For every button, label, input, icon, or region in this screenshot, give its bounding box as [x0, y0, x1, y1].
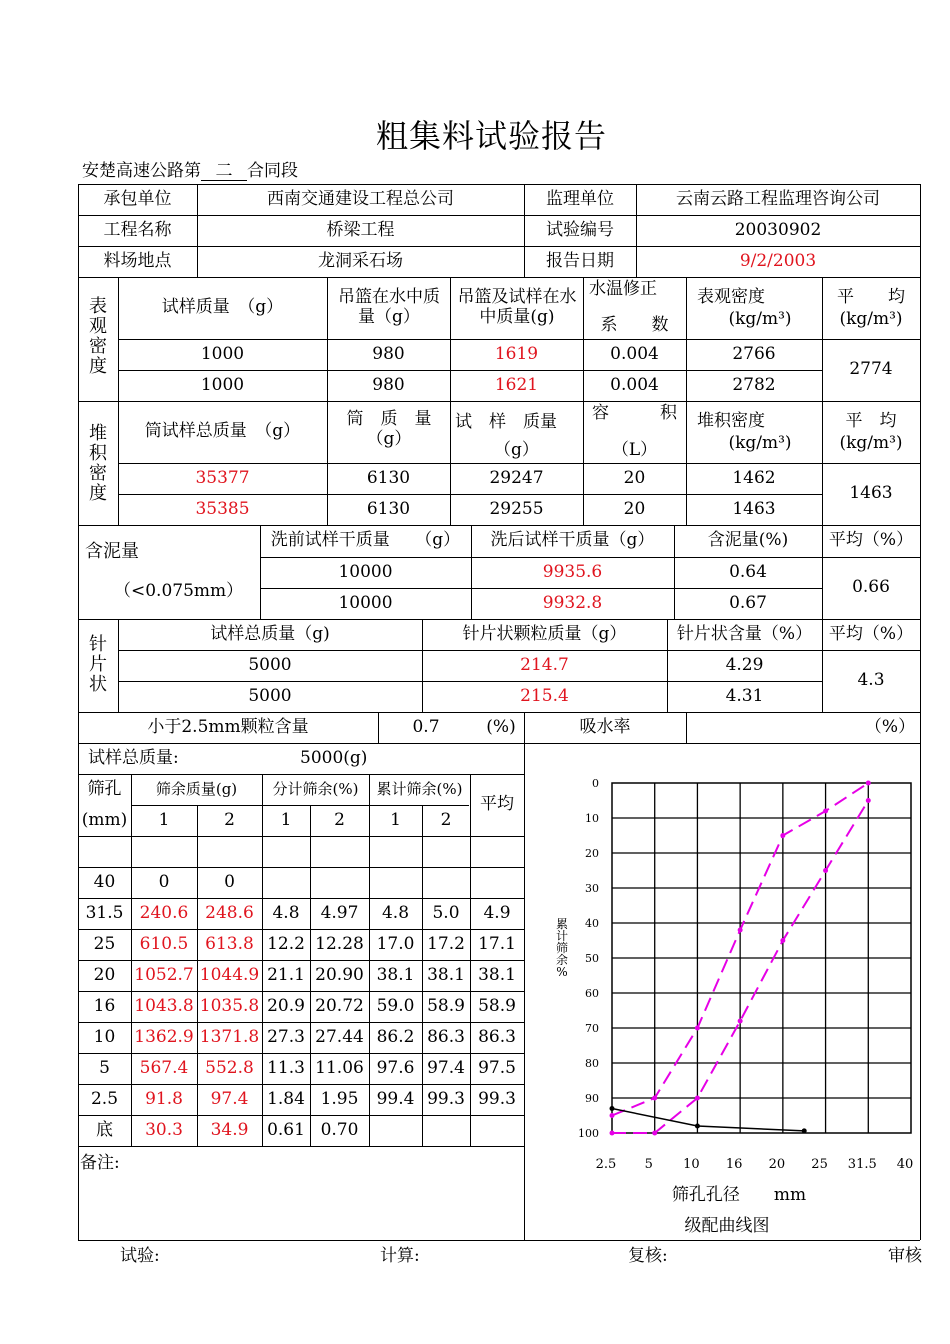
flaky-side-label: 针片状: [89, 634, 107, 696]
project-section: 二: [201, 163, 247, 181]
sieve-cell-c2: 86.3: [427, 1026, 465, 1047]
sieve-cell-r1: 1052.7: [134, 964, 194, 985]
quarry-label: 料场地点: [103, 250, 172, 271]
bulk-h-vol-b: （L）: [611, 440, 658, 461]
sieve-cell-c1: 17.0: [376, 933, 415, 954]
bulk-h-avg-b: (kg/m³): [839, 433, 903, 454]
chart-x-tick: 25: [811, 1157, 828, 1172]
sieve-cell-size: 31.5: [85, 902, 124, 923]
chart-x-tick: 10: [683, 1157, 700, 1172]
sieve-cell-c1: 86.2: [376, 1026, 415, 1047]
chart-x-tick: 31.5: [847, 1157, 877, 1172]
chart-point: [866, 798, 871, 803]
project-suffix: 合同段: [247, 161, 298, 181]
absorption-unit: （%）: [864, 716, 916, 737]
apparent-h-density-b: (kg/m³): [728, 309, 792, 330]
mud-h-before: 洗前试样干质量 （g）: [270, 530, 461, 551]
sieve-cell-p1: 0.61: [267, 1119, 305, 1140]
sieve-h-avg: 平均: [480, 794, 514, 815]
sieve-cell-avg: 99.3: [478, 1088, 516, 1109]
sieve-h-residue: 筛余质量(g): [155, 779, 238, 798]
supervisor-value: 云南云路工程监理咨询公司: [676, 188, 880, 209]
project-prefix: 安楚高速公路第: [82, 161, 201, 181]
apparent-h-avg-a: 平 均: [837, 287, 905, 308]
apparent-r2-basket: 980: [372, 374, 405, 395]
sieve-cell-size: 25: [93, 933, 116, 954]
sieve-cell-r2: 552.8: [205, 1057, 254, 1078]
project-name-value: 桥梁工程: [326, 219, 395, 240]
page-title: 粗集料试验报告: [376, 117, 608, 155]
sieve-cell-r1: 91.8: [145, 1088, 183, 1109]
chart-y-label-char: 计: [555, 929, 569, 943]
chart-point: [695, 1124, 700, 1129]
bulk-h-avg-a: 平 均: [845, 411, 897, 432]
sieve-cell-size: 2.5: [90, 1088, 119, 1109]
sieve-cell-avg: [470, 1115, 524, 1146]
chart-point: [823, 868, 828, 873]
apparent-r2-coef: 0.004: [610, 374, 659, 395]
sieve-cell-c2: 38.1: [427, 964, 465, 985]
mud-sub-label: （<0.075mm）: [114, 581, 244, 601]
chart-y-tick: 10: [585, 812, 599, 825]
chart-point: [610, 1106, 615, 1111]
bulk-r2-total: 35385: [195, 498, 250, 519]
footer-test: 试验:: [120, 1246, 160, 1266]
sieve-cell-r1: 0: [158, 871, 170, 892]
chart-y-tick: 0: [592, 777, 599, 790]
bulk-h-density-a: 堆积密度: [697, 411, 765, 432]
sieve-cell-r2: 1371.8: [199, 1026, 260, 1047]
chart-x-tick: 20: [768, 1157, 786, 1172]
chart-title: 级配曲线图: [684, 1216, 770, 1236]
sieve-cell-r1: 567.4: [139, 1057, 189, 1078]
mud-h-avg: 平均（%）: [828, 530, 914, 551]
sieve-cell-avg: 17.1: [478, 933, 516, 954]
sieve-cell-avg: [470, 867, 524, 898]
sieve-cell-c2: 99.3: [427, 1088, 465, 1109]
bulk-h-sample-a: 试 样 质量: [455, 412, 557, 433]
chart-x-tick: 5: [644, 1157, 653, 1172]
sieve-cell-r1: 240.6: [139, 902, 189, 923]
bulk-h-tube: 筒 质 量（g）: [346, 409, 432, 449]
bulk-r1-density: 1462: [732, 467, 776, 488]
sieve-cell-size: 10: [93, 1026, 116, 1047]
small-particles-label: 小于2.5mm颗粒含量: [147, 716, 309, 737]
sieve-cell-c2: 5.0: [432, 902, 460, 923]
sieve-cell-p1: 1.84: [267, 1088, 305, 1109]
apparent-r2-mass: 1000: [200, 374, 245, 395]
small-particles-unit: (%): [486, 716, 516, 737]
chart-y-tick: 100: [578, 1127, 599, 1140]
chart-y-label-char: 筛: [555, 941, 569, 955]
apparent-r1-total: 1619: [494, 343, 539, 364]
sieve-cell-c1: 97.6: [376, 1057, 415, 1078]
apparent-h-coef-b: 系 数: [600, 315, 669, 336]
bulk-r1-tube: 6130: [366, 467, 411, 488]
flaky-h-avg: 平均（%）: [828, 623, 914, 644]
mud-avg: 0.66: [852, 577, 890, 598]
sieve-cell-size: 16: [93, 995, 116, 1016]
apparent-h-coef-a: 水温修正: [589, 279, 657, 300]
chart-point: [695, 1096, 700, 1101]
supervisor-label: 监理单位: [546, 188, 614, 209]
sieve-cell-avg: 86.3: [478, 1026, 516, 1047]
mud-r2-after: 9932.8: [542, 592, 603, 613]
sieve-cell-p2: 20.90: [315, 964, 364, 985]
chart-y-tick: 60: [585, 987, 599, 1000]
sieve-cell-r1: 610.5: [139, 933, 189, 954]
mud-label: 含泥量: [85, 541, 139, 562]
flaky-h-mass: 针片状颗粒质量（g）: [462, 623, 627, 644]
bulk-r2-vol: 20: [623, 498, 646, 519]
bulk-r2-sample: 29255: [489, 498, 544, 519]
footer-audit: 审核: [888, 1246, 922, 1266]
chart-point: [738, 928, 743, 933]
chart-y-tick: 40: [585, 917, 599, 930]
sieve-cell-p2: 20.72: [315, 995, 364, 1016]
flaky-r2-total: 5000: [248, 685, 292, 706]
sieve-h-p1: 1: [280, 809, 292, 830]
chart-point: [652, 1096, 657, 1101]
apparent-r1-coef: 0.004: [610, 343, 659, 364]
sieve-cell-c2: [422, 867, 470, 898]
sieve-cell-c1: [369, 1115, 422, 1146]
sieve-cell-c2: 97.4: [427, 1057, 465, 1078]
sieve-cell-r2: 0: [224, 871, 235, 892]
apparent-avg: 2774: [849, 359, 893, 380]
bulk-h-sample-b: （g）: [494, 440, 539, 461]
chart-y-tick: 80: [585, 1057, 599, 1070]
mud-h-after: 洗后试样干质量（g）: [490, 530, 655, 551]
sieve-cell-p2: [310, 867, 369, 898]
sieve-cell-c1: 59.0: [376, 995, 415, 1016]
chart-point: [610, 1113, 615, 1118]
gradation-chart: [524, 743, 924, 1243]
flaky-r1-pct: 4.29: [725, 654, 764, 675]
test-number-label: 试验编号: [546, 219, 614, 240]
footer-review: 复核:: [628, 1246, 668, 1266]
sieve-cell-c2: 17.2: [427, 933, 465, 954]
sieve-cell-size: 5: [99, 1057, 110, 1078]
chart-y-label-char: 余: [555, 953, 569, 967]
sieve-cell-avg: 97.5: [478, 1057, 516, 1078]
report-date-value: 9/2/2003: [739, 250, 817, 271]
project-line: [82, 163, 298, 181]
flaky-h-total: 试样总质量（g): [210, 623, 330, 644]
apparent-r1-basket: 980: [372, 343, 405, 364]
flaky-h-pct: 针片状含量（%）: [676, 623, 813, 644]
mud-r1-pct: 0.64: [729, 561, 767, 582]
flaky-r1-total: 5000: [248, 654, 292, 675]
sieve-cell-c1: 99.4: [376, 1088, 415, 1109]
sieve-cell-avg: 4.9: [483, 902, 511, 923]
sieve-cell-p2: 4.97: [320, 902, 359, 923]
chart-point: [823, 809, 828, 814]
sieve-total-value: 5000(g): [300, 748, 368, 768]
test-number-value: 20030902: [734, 219, 822, 240]
chart-point: [780, 938, 785, 943]
chart-y-label-char: %: [556, 965, 568, 979]
sieve-h-r2: 2: [224, 809, 235, 830]
chart-point: [652, 1131, 657, 1136]
apparent-density-side-label: 表观密度: [89, 296, 107, 378]
sieve-h-c2: 2: [440, 809, 452, 830]
chart-point: [610, 1131, 615, 1136]
mud-h-pct: 含泥量(%): [707, 530, 789, 551]
sieve-cell-c1: 4.8: [381, 902, 410, 923]
sieve-cell-p2: 0.70: [320, 1119, 359, 1140]
sieve-cell-c1: [369, 867, 422, 898]
small-particles-value: 0.7: [412, 716, 440, 737]
sieve-cell-p1: 4.8: [272, 902, 300, 923]
bulk-density-side-label: 堆积密度: [89, 423, 107, 505]
sieve-cell-p1: 11.3: [267, 1057, 305, 1078]
bulk-avg: 1463: [849, 483, 893, 504]
sieve-h-c1: 1: [390, 809, 401, 830]
sieve-cell-p1: 21.1: [267, 964, 305, 985]
sieve-cell-p1: 27.3: [267, 1026, 305, 1047]
apparent-h-mass: 试样质量 （g）: [161, 297, 284, 318]
mud-r1-after: 9935.6: [542, 561, 603, 582]
quarry-value: 龙洞采石场: [318, 250, 403, 271]
chart-point: [695, 1026, 700, 1031]
chart-y-label-char: 累: [555, 917, 569, 931]
apparent-r1-density: 2766: [732, 343, 776, 364]
sieve-cell-p2: 27.44: [315, 1026, 364, 1047]
bulk-r2-density: 1463: [732, 498, 776, 519]
chart-y-tick: 30: [585, 882, 599, 895]
sieve-cell-p1: 12.2: [267, 933, 305, 954]
sieve-cell-p2: 11.06: [315, 1057, 364, 1078]
bulk-r1-sample: 29247: [489, 467, 544, 488]
sieve-h-hole: 筛孔: [87, 778, 122, 799]
apparent-h-avg-b: (kg/m³): [839, 309, 903, 330]
flaky-r2-mass: 215.4: [520, 685, 569, 706]
sieve-cell-c2: 58.9: [427, 995, 465, 1016]
apparent-r2-density: 2782: [732, 374, 776, 395]
sieve-cell-r2: 34.9: [210, 1119, 249, 1140]
absorption-label: 吸水率: [579, 716, 631, 737]
bulk-r1-vol: 20: [623, 467, 646, 488]
project-name-label: 工程名称: [103, 219, 172, 240]
chart-y-tick: 50: [585, 952, 599, 965]
contractor-label: 承包单位: [103, 188, 172, 209]
mud-r1-before: 10000: [338, 561, 393, 582]
chart-point: [738, 1019, 743, 1024]
sieve-cell-p2: 12.28: [315, 933, 364, 954]
sieve-cell-r2: 1035.8: [199, 995, 260, 1016]
sieve-total-label: 试样总质量:: [88, 748, 179, 768]
sieve-cell-c1: 38.1: [376, 964, 415, 985]
sieve-cell-r2: 613.8: [205, 933, 254, 954]
sieve-cell-avg: 58.9: [478, 995, 516, 1016]
bulk-r2-tube: 6130: [366, 498, 411, 519]
chart-series-line: [612, 1109, 804, 1131]
apparent-r2-total: 1621: [494, 374, 539, 395]
chart-y-tick: 70: [585, 1022, 599, 1035]
apparent-h-basket: 吊篮在水中质量（g）: [338, 287, 440, 327]
footer-calc: 计算:: [380, 1246, 420, 1266]
chart-y-tick: 90: [585, 1092, 599, 1105]
sieve-cell-r1: 30.3: [145, 1119, 183, 1140]
report-date-label: 报告日期: [546, 250, 614, 271]
sieve-cell-r1: 1043.8: [134, 995, 194, 1016]
mud-r2-pct: 0.67: [729, 592, 767, 613]
bulk-h-total: 筒试样总质量 （g）: [144, 421, 301, 442]
sieve-cell-p2: 1.95: [320, 1088, 359, 1109]
remarks-label: 备注:: [80, 1153, 120, 1173]
apparent-r1-mass: 1000: [200, 343, 245, 364]
sieve-h-partial: 分计筛余(%): [272, 779, 359, 798]
bulk-h-vol-a: 容 积: [592, 403, 677, 424]
bulk-h-density-b: (kg/m³): [728, 433, 792, 454]
flaky-r1-mass: 214.7: [520, 654, 569, 675]
contractor-value: 西南交通建设工程总公司: [267, 188, 454, 209]
chart-y-tick: 20: [585, 847, 599, 860]
sieve-cell-r1: 1362.9: [134, 1026, 194, 1047]
sieve-h-cumulative: 累计筛余(%): [376, 779, 463, 798]
flaky-avg: 4.3: [857, 670, 885, 691]
sieve-cell-r2: 97.4: [210, 1088, 249, 1109]
apparent-h-total: 吊篮及试样在水中质量(g): [457, 287, 577, 327]
bulk-r1-total: 35377: [195, 467, 250, 488]
sieve-cell-size: 40: [93, 871, 116, 892]
sieve-cell-c2: [422, 1115, 470, 1146]
sieve-cell-p1: [262, 867, 310, 898]
mud-r2-before: 10000: [338, 592, 393, 613]
sieve-cell-size: 底: [96, 1119, 113, 1140]
chart-x-tick: 2.5: [595, 1157, 617, 1172]
sieve-cell-r2: 248.6: [205, 902, 254, 923]
sieve-cell-p1: 20.9: [267, 995, 305, 1016]
flaky-r2-pct: 4.31: [725, 685, 764, 706]
apparent-h-density-a: 表观密度: [697, 287, 765, 308]
chart-x-tick: 40: [896, 1157, 914, 1172]
sieve-cell-avg: 38.1: [478, 964, 516, 985]
sieve-h-mm: (mm): [81, 809, 128, 830]
sieve-cell-r2: 1044.9: [199, 964, 260, 985]
sieve-cell-size: 20: [93, 964, 116, 985]
chart-point: [780, 833, 785, 838]
sieve-h-p2: 2: [334, 809, 345, 830]
chart-x-label: 筛孔孔径 mm: [671, 1185, 807, 1205]
chart-point: [802, 1128, 807, 1133]
sieve-h-r1: 1: [158, 809, 170, 830]
chart-x-tick: 16: [725, 1157, 743, 1172]
chart-point: [866, 781, 871, 786]
